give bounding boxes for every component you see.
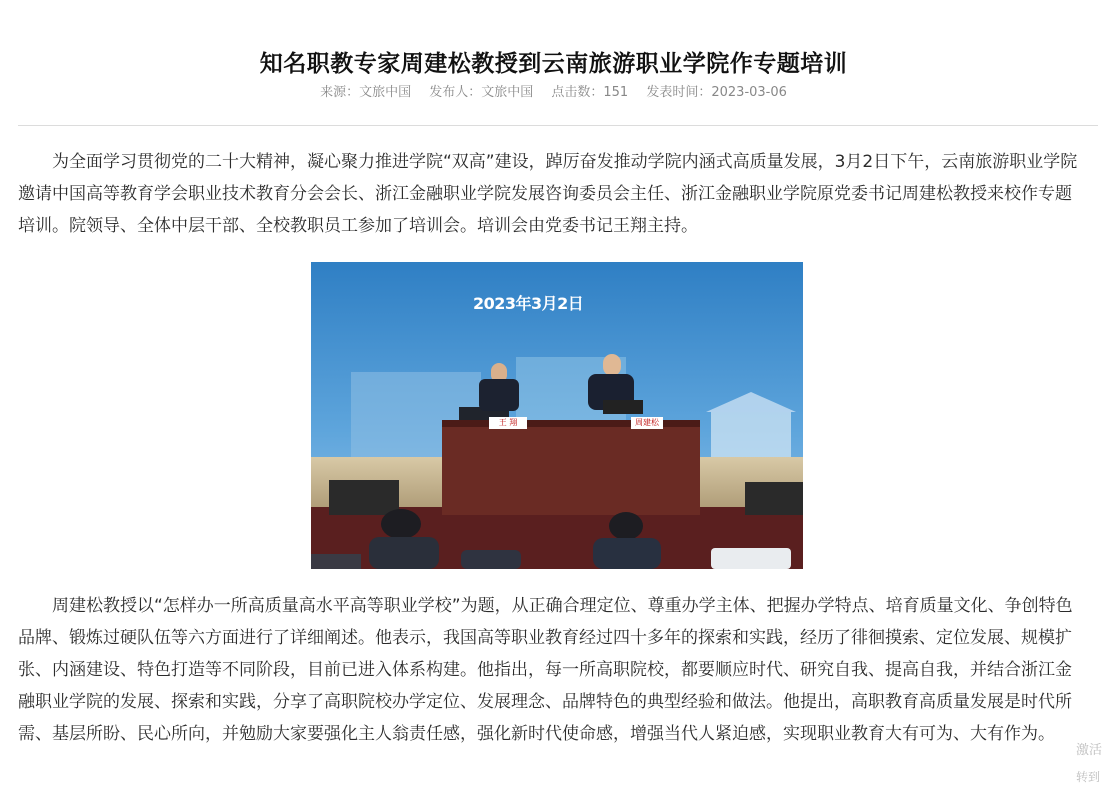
meta-clicks: 点击数：151 bbox=[551, 85, 629, 100]
title-divider bbox=[18, 125, 1098, 126]
nameplate-left: 王 翔 bbox=[489, 417, 527, 429]
activation-widget bbox=[1076, 738, 1107, 790]
article-paragraph-2: 周建松教授以“怎样办一所高质量高水平高等职业学校”为题，从正确合理定位、尊重办学主体、把握办学特点、培育质量文化、争创特色品牌、锻炼过硬队伍等六方面进行了详细阐述。他表示，我国高等职业教育经过四十多年的探索和实践，经历了徘徊摸索、定位发展、规模扩张、内涵建设、特色打造等不同阶段，目前已进入体系构建。他指出，每一所高职院校，都要顺应时代、研究自我、提高自我，并结合浙江金融职业学院的发展、探索和实践，分享了高职院校办学定位、发展理念、品牌特色的典型经验和做法。他提出，高职教育高质量发展是时代所需、基层所盼、民心所向，并勉励大家要强化主人翁责任感，强化新时代使命感，增强当代人紧迫感，实现职业教育大有可为、大有作为。 bbox=[18, 596, 1073, 744]
nameplate-right: 周建松 bbox=[631, 417, 663, 429]
meta-source: 来源：文旅中国 bbox=[320, 85, 412, 100]
article-meta bbox=[0, 81, 1107, 100]
activation-line-2: 转到 bbox=[1076, 770, 1101, 784]
article-paragraph-1: 为全面学习贯彻党的二十大精神，凝心聚力推进学院“双高”建设，踔厉奋发推动学院内涵式高质量发展，3月2日下午，云南旅游职业学院邀请中国高等教育学会职业技术教育分会会长、浙江金融职业学院发展咨询委员会主任、浙江金融职业学院原党委书记周建松教授来校作专题培训。院领导、全体中层干部、全校教职员工参加了培训会。培训会由党委书记王翔主持。 bbox=[18, 152, 1078, 236]
meta-publisher: 发布人：文旅中国 bbox=[429, 85, 534, 100]
meta-published: 发表时间：2023-03-06 bbox=[646, 85, 787, 100]
activation-line-1: 激活 bbox=[1076, 743, 1103, 758]
event-photo bbox=[311, 262, 803, 569]
photo-screen-date: 2023年3月2日 bbox=[473, 294, 584, 313]
article-title: 知名职教专家周建松教授到云南旅游职业学院作专题培训 bbox=[259, 51, 848, 78]
